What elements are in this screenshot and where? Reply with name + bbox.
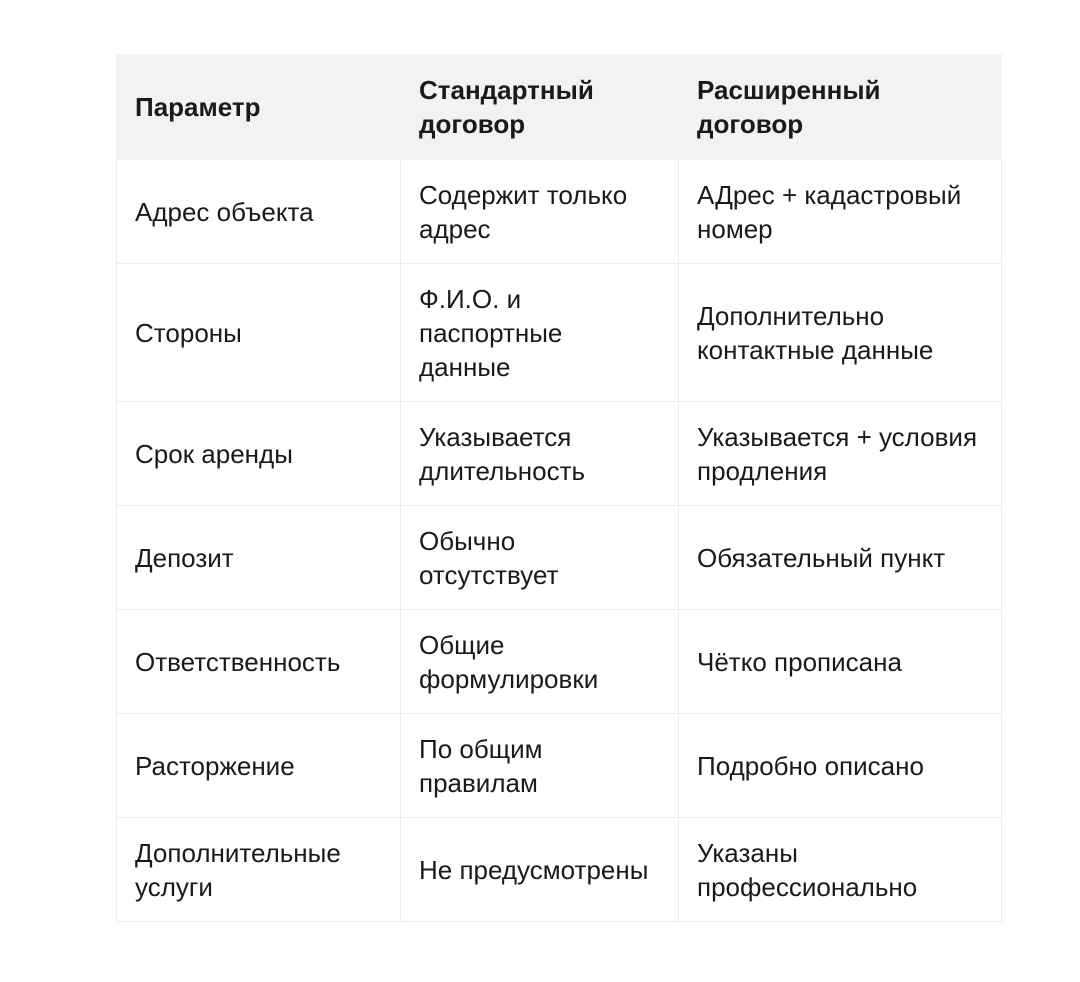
table-row [117, 818, 1002, 922]
cell-extended: Подробно описано [679, 714, 1002, 818]
cell-parameter: Адрес объекта [117, 160, 401, 264]
header-extended-contract: Расширенный договор [679, 55, 1002, 160]
cell-standard: Общие формулировки [401, 610, 679, 714]
table-row [117, 610, 1002, 714]
table-row [117, 402, 1002, 506]
cell-parameter: Стороны [117, 264, 401, 402]
table-row [117, 714, 1002, 818]
cell-parameter: Ответственность [117, 610, 401, 714]
table-row [117, 264, 1002, 402]
comparison-table-container [116, 54, 1001, 922]
cell-parameter: Депозит [117, 506, 401, 610]
cell-extended: АДрес + кадастровый номер [679, 160, 1002, 264]
cell-standard: Указывается длительность [401, 402, 679, 506]
table-body [117, 160, 1002, 922]
header-standard-contract: Стандартный договор [401, 55, 679, 160]
cell-standard: Обычно отсутствует [401, 506, 679, 610]
cell-standard: Содержит только адрес [401, 160, 679, 264]
header-row [117, 55, 1002, 160]
cell-extended: Дополнительно контактные данные [679, 264, 1002, 402]
comparison-table [116, 54, 1002, 922]
cell-extended: Указывается + условия продления [679, 402, 1002, 506]
cell-extended: Чётко прописана [679, 610, 1002, 714]
cell-extended: Обязательный пункт [679, 506, 1002, 610]
cell-parameter: Расторжение [117, 714, 401, 818]
table-header [117, 55, 1002, 160]
table-row [117, 506, 1002, 610]
cell-parameter: Дополнительные услуги [117, 818, 401, 922]
cell-extended: Указаны профессионально [679, 818, 1002, 922]
table-row [117, 160, 1002, 264]
header-parameter: Параметр [117, 55, 401, 160]
cell-parameter: Срок аренды [117, 402, 401, 506]
cell-standard: По общим правилам [401, 714, 679, 818]
cell-standard: Ф.И.О. и паспортные данные [401, 264, 679, 402]
cell-standard: Не предусмотрены [401, 818, 679, 922]
